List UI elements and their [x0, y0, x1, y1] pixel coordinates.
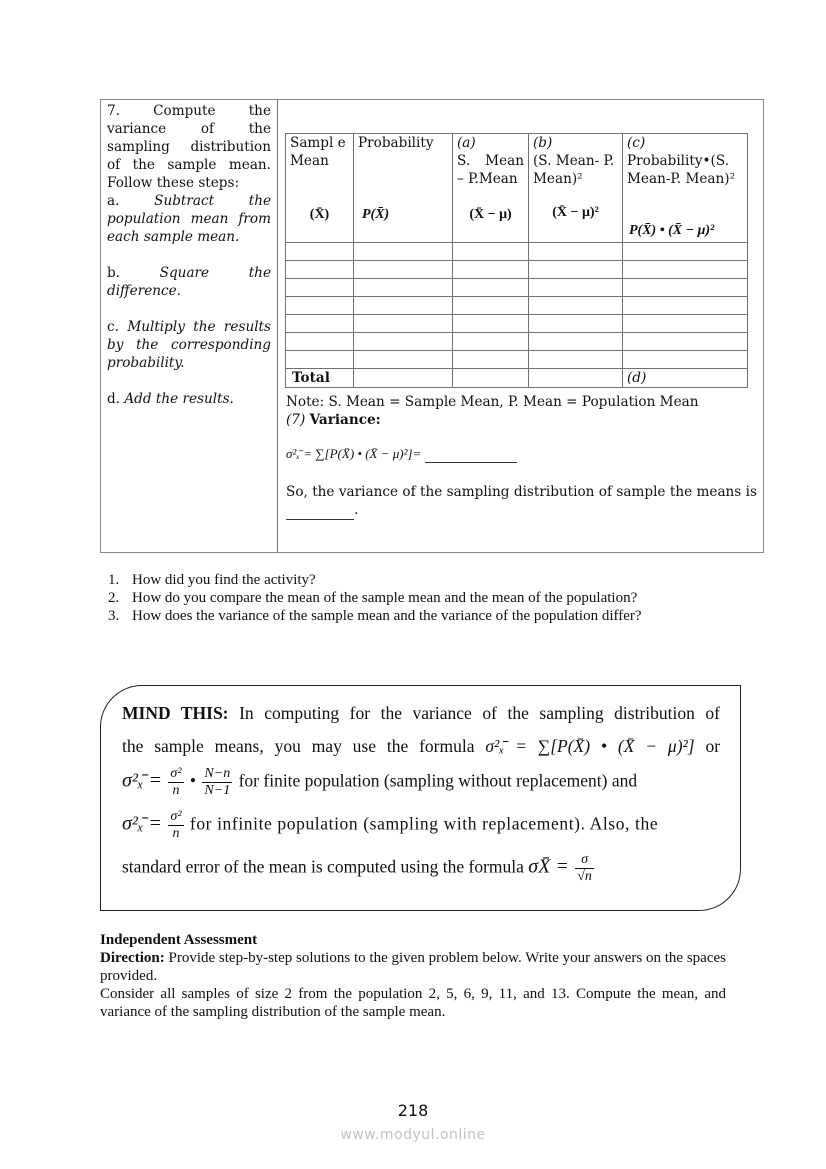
header-b: (b) (S. Mean- P. Mean)² (X̄ − μ)² [529, 134, 623, 243]
header-probability: Probability P(X̄) [354, 134, 453, 243]
cell[interactable] [623, 333, 748, 351]
assessment-problem: Consider all samples of size 2 from the population 2, 5, 6, 9, 11, and 13. Compute the mean, and variance of the sampling distribution of the sample mean. [100, 986, 726, 1020]
table-row [286, 297, 748, 315]
cell[interactable] [453, 261, 529, 279]
cell[interactable] [354, 369, 453, 388]
cell[interactable] [529, 333, 623, 351]
cell[interactable] [529, 369, 623, 388]
mind-this-label: MIND THIS: [122, 703, 229, 723]
step-b: b. Square the difference. [107, 265, 271, 299]
cell[interactable] [453, 243, 529, 261]
activity-table [100, 99, 764, 553]
assessment-title: Independent Assessment [100, 932, 258, 948]
fraction-finite-correction: $\frac{N-n}{N-1}$ [204, 766, 231, 798]
fraction-sigma-sq-over-n: $\frac{\text{σ²}}{n}$ [170, 766, 182, 798]
table-row [286, 351, 748, 369]
cell[interactable] [286, 243, 354, 261]
steps-column [107, 102, 271, 408]
symbol-xbar-minus-mu-sq: (X̄ − μ)² [552, 205, 599, 220]
steps-intro: 7. Compute the variance of the sampling distribution of the sample mean. Follow these steps: [107, 103, 271, 191]
total-label: Total [286, 369, 354, 388]
total-d-cell[interactable]: (d) [623, 369, 748, 388]
cell[interactable] [529, 279, 623, 297]
reflection-questions [108, 571, 728, 625]
mind-this-line-1: MIND THIS: In computing for the variance of the sampling distribution of [122, 703, 720, 723]
standard-error-line: standard error of the mean is computed using the formula σX̄ = $\frac{\sigma}{√n}$ [122, 852, 592, 884]
symbol-xbar-minus-mu: (X̄ − μ) [469, 207, 512, 222]
cell[interactable] [354, 333, 453, 351]
table-row [286, 243, 748, 261]
cell[interactable] [529, 297, 623, 315]
cell[interactable] [286, 279, 354, 297]
cell[interactable] [623, 261, 748, 279]
table-row [286, 261, 748, 279]
page-number: 218 [397, 1101, 429, 1120]
fraction-sigma-sq-over-n: $\frac{\text{σ²}}{n}$ [170, 809, 182, 841]
cell[interactable] [529, 351, 623, 369]
symbol-p-xbar: P(X̄) [362, 207, 390, 222]
cell[interactable] [453, 333, 529, 351]
cell[interactable] [623, 351, 748, 369]
cell[interactable] [286, 315, 354, 333]
independent-assessment [100, 931, 726, 1021]
table-row [286, 333, 748, 351]
cell[interactable] [354, 279, 453, 297]
table-row [286, 315, 748, 333]
cell[interactable] [529, 243, 623, 261]
cell[interactable] [286, 261, 354, 279]
infinite-formula-line: σ²ₓ̄ = $\frac{\text{σ²}}{n}$ for infinite population (sampling with replacement). Also, the [122, 809, 659, 841]
assessment-direction: Direction: Provide step-by-step solutions to the given problem below. Write your answers on the spaces provided. [100, 950, 726, 984]
question-item: 2. How do you compare the mean of the sample mean and the mean of the population? [108, 590, 638, 606]
cell[interactable] [354, 261, 453, 279]
cell[interactable] [354, 351, 453, 369]
cell[interactable] [286, 351, 354, 369]
question-item: 3. How does the variance of the sample mean and the variance of the population differ? [108, 608, 642, 624]
cell[interactable] [623, 315, 748, 333]
symbol-xbar: (X̄) [309, 207, 330, 222]
variance-formula: σ²ₓ̄ = ∑[P(X̄) • (X̄ − μ)²]= [286, 446, 517, 463]
cell[interactable] [286, 297, 354, 315]
header-a: (a) S. Mean – P.Mean (X̄ − μ) [453, 134, 529, 243]
mind-this-line-2: the sample means, you may use the formula σ²ₓ̄ = ∑[P(X̄) • (X̄ − μ)²] or [122, 736, 721, 756]
step-c: c. Multiply the results by the corresponding probability. [107, 319, 271, 371]
table-header-row [286, 134, 748, 243]
step-a: a. Subtract the population mean from each sample mean. [107, 193, 272, 245]
cell[interactable] [529, 261, 623, 279]
step-d: d. Add the results. [107, 391, 234, 407]
symbol-product: P(X̄) • (X̄ − μ)² [629, 223, 715, 238]
variance-conclusion: So, the variance of the sampling distribution of sample the means is . [286, 484, 757, 518]
cell[interactable] [623, 297, 748, 315]
column-divider [277, 100, 278, 552]
question-item: 1. How did you find the activity? [108, 572, 316, 588]
cell[interactable] [623, 243, 748, 261]
watermark: www.modyul.online [340, 1127, 486, 1143]
cell[interactable] [354, 243, 453, 261]
header-sample-mean: Sampl e Mean (X̄) [286, 134, 354, 243]
variance-formula-inline: σ²ₓ̄ = ∑[P(X̄) • (X̄ − μ)²] [485, 736, 695, 756]
cell[interactable] [453, 369, 529, 388]
finite-formula-line: σ²ₓ̄ = $\frac{\text{σ²}}{n}$ • $\frac{N-n}{N-1}$ for finite population (sampling without replacement) and [122, 766, 638, 798]
cell[interactable] [354, 315, 453, 333]
cell[interactable] [453, 297, 529, 315]
cell[interactable] [453, 279, 529, 297]
conclusion-answer-blank[interactable] [286, 501, 354, 520]
mind-this-box [100, 685, 741, 911]
cell[interactable] [354, 297, 453, 315]
header-c: (c) Probability•(S. Mean-P. Mean)² P(X̄) • (X̄ − μ)² [623, 134, 748, 243]
cell[interactable] [623, 279, 748, 297]
fraction-sigma-over-root-n: $\frac{\sigma}{√n}$ [577, 852, 592, 884]
cell[interactable] [286, 333, 354, 351]
cell[interactable] [453, 351, 529, 369]
variance-answer-blank[interactable] [425, 446, 517, 463]
cell[interactable] [529, 315, 623, 333]
total-row [286, 369, 748, 388]
cell[interactable] [453, 315, 529, 333]
variance-worksheet-table [285, 133, 748, 388]
abbreviation-note: Note: S. Mean = Sample Mean, P. Mean = Population Mean [286, 394, 699, 410]
variance-heading: (7) Variance: [286, 412, 381, 428]
table-row [286, 279, 748, 297]
